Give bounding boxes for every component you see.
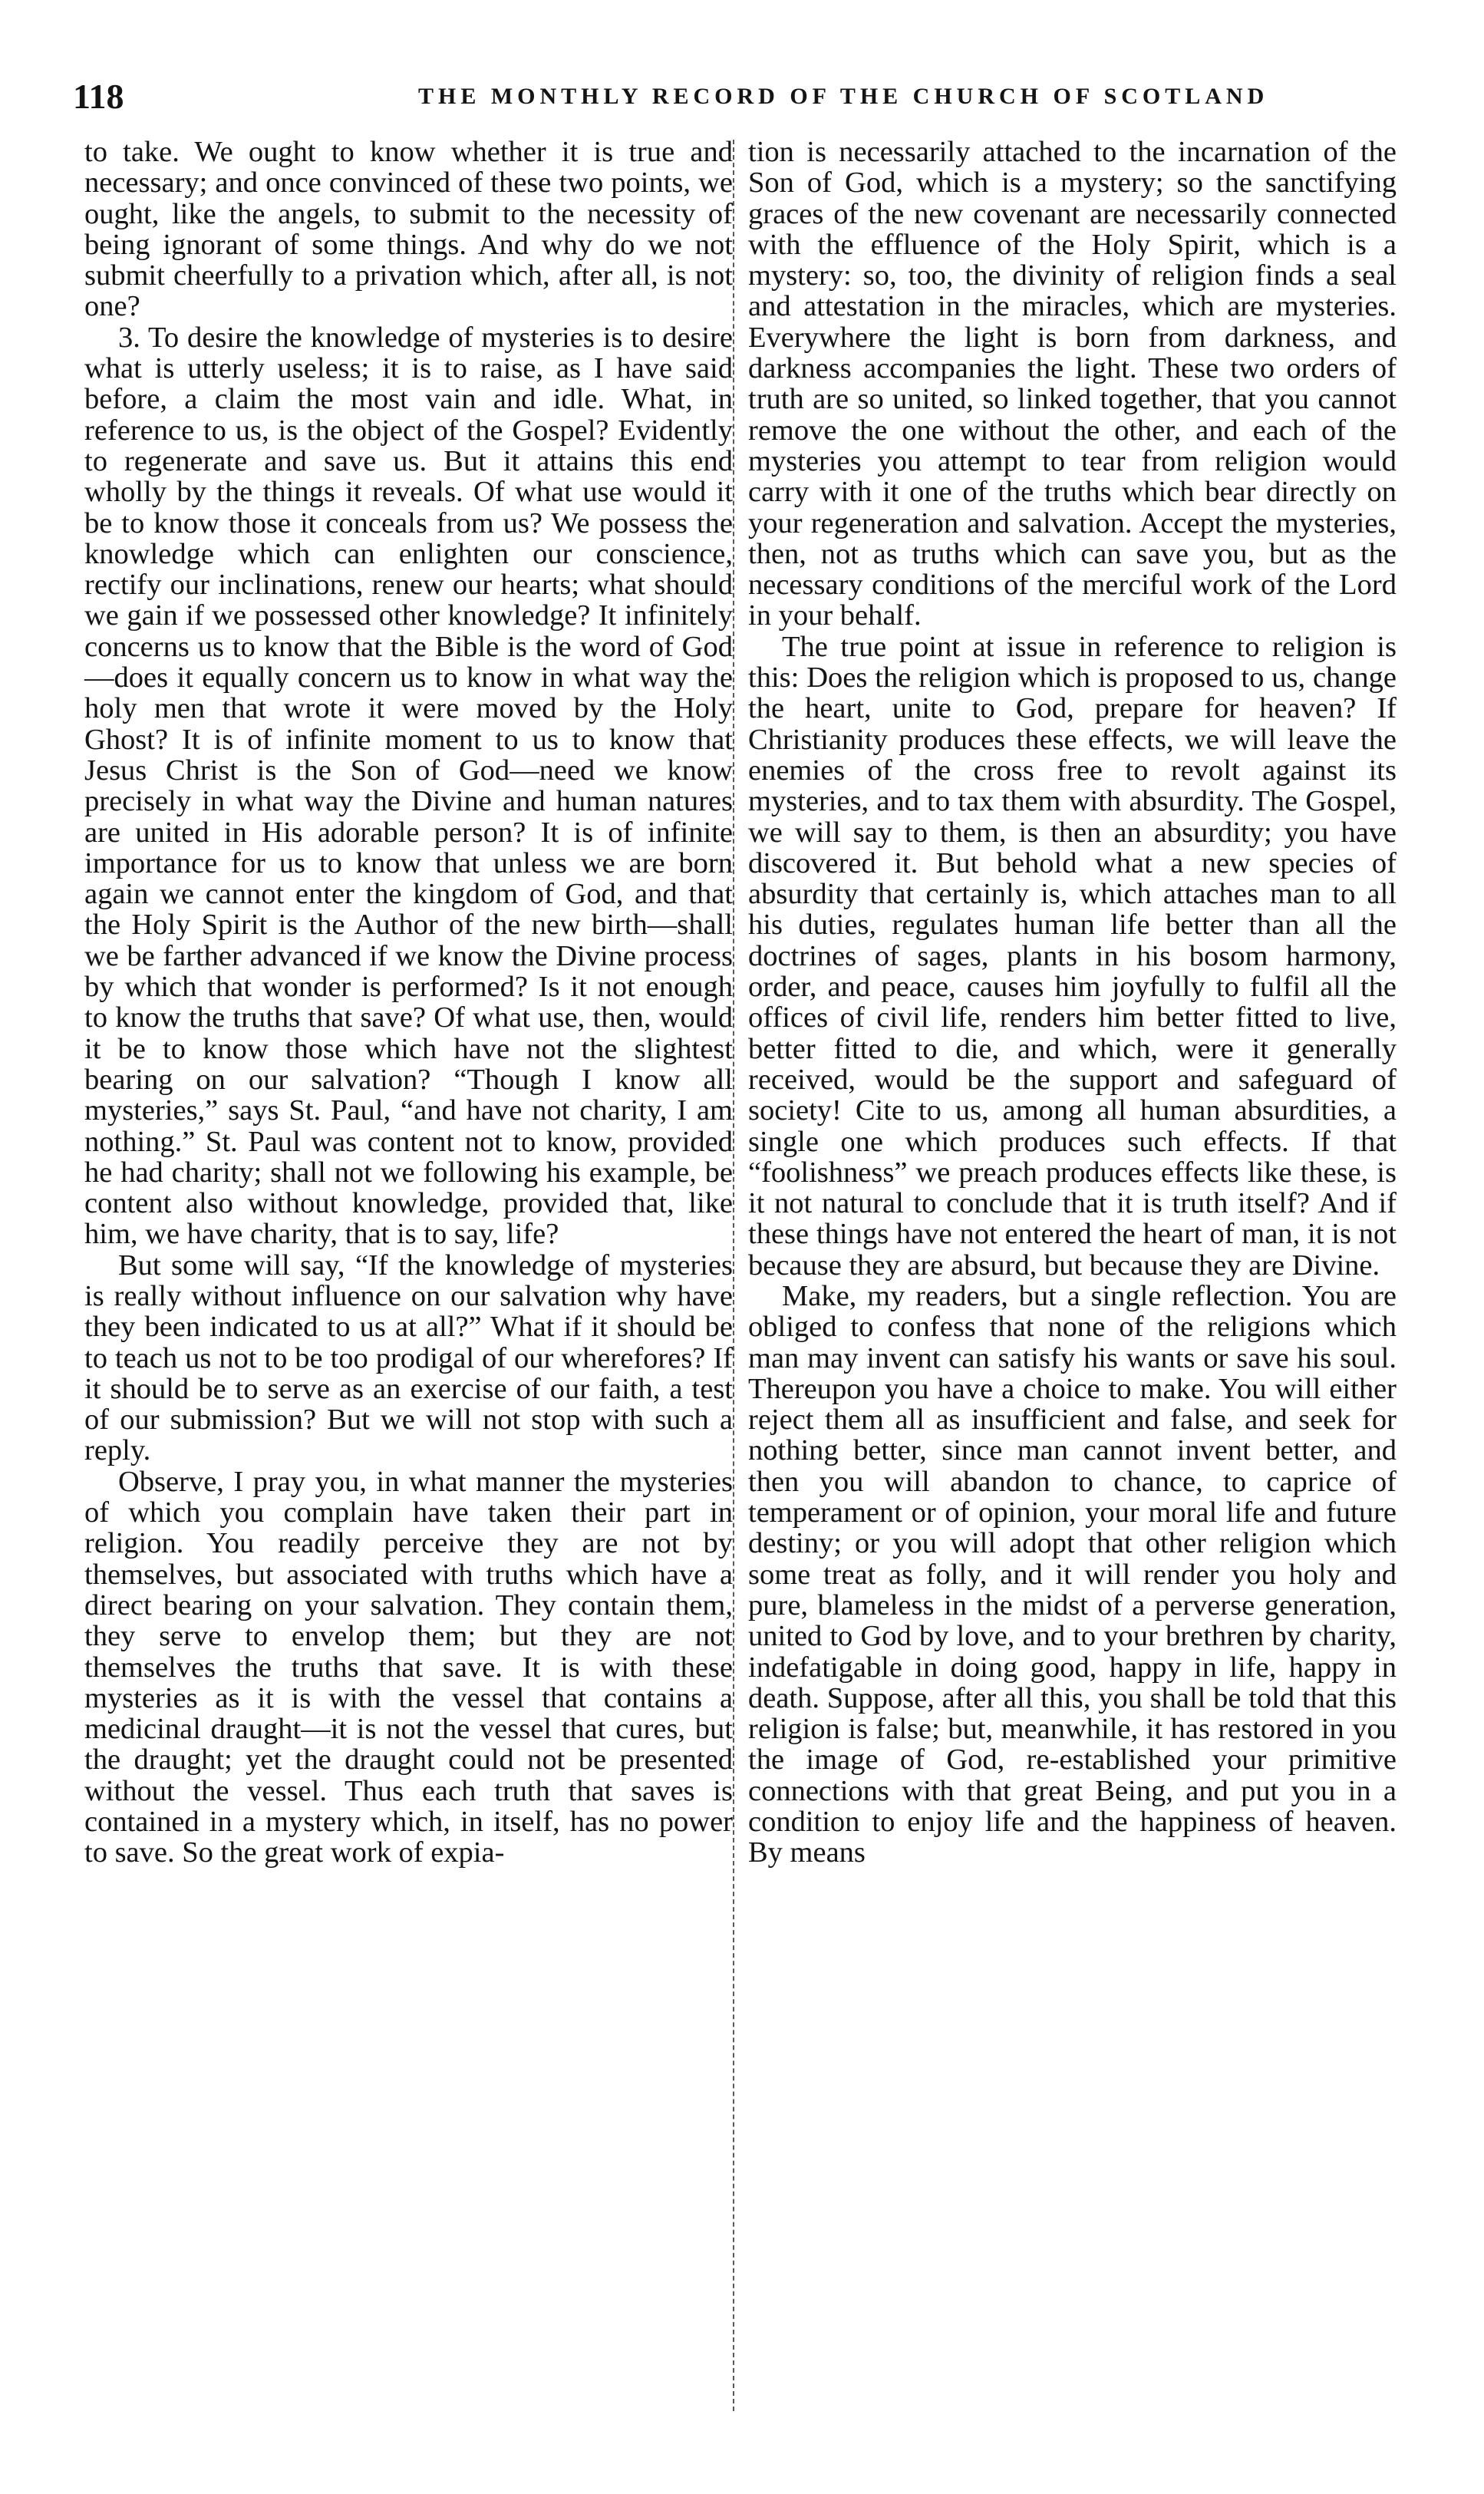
paragraph: Observe, I pray you, in what manner the mysteries of which you complain have taken their part in religion. You readily perceive they are not by themselves, but associated with truths which have a direct bearing on your salvation. They contain them, they serve to envelop them; but they are not themselves the truths that save. It is with these mysteries as it is with the vessel that contains a medicinal draught—it is not the vessel that cures, but the draught; yet the draught could not be presented without the vessel. Thus each truth that saves is contained in a mystery which, in itself, has no power to save. So the great work of expia-: [84, 1465, 733, 1869]
column-divider: [733, 140, 734, 2411]
paragraph: to take. We ought to know whether it is true and necessary; and once convinced of these two points, we ought, like the angels, to submit to the necessity of being ignorant of some things. And why do we not submit cheerfully to a privation which, after all, is not one?: [84, 136, 733, 323]
paragraph: The true point at issue in reference to religion is this: Does the religion which is proposed to us, change the heart, unite to God, prepare for heaven? If Christianity produces these effects, we will leave the enemies of the cross free to revolt against its mysteries, and to tax them with absurdity. The Gospel, we will say to them, is then an absurdity; you have discovered it. But behold what a new species of absurdity that certainly is, which attaches man to all his duties, regulates human life better than all the doctrines of sages, plants in his bosom harmony, order, and peace, causes him joyfully to fulfil all the offices of civil life, renders him better fitted to live, better fitted to die, and which, were it generally received, would be the support and safeguard of society! Cite to us, among all human absurdities, a single one which produces such effects. If that “foolishness” we preach produces effects like these, is it not natural to conclude that it is truth itself? And if these things have not entered the heart of man, it is not because they are absurd, but because they are Divine.: [748, 630, 1397, 1282]
paragraph: 3. To desire the knowledge of mysteries is to desire what is utterly useless; it is to raise, as I have said before, a claim the most vain and idle. What, in reference to us, is the object of the Gospel? Evidently to regenerate and save us. But it attains this end wholly by the things it reveals. Of what use would it be to know those it conceals from us? We possess the knowledge which can enlighten our conscience, rectify our inclinations, renew our hearts; what should we gain if we possessed other knowledge? It infinitely concerns us to know that the Bible is the word of God—does it equally concern us to know in what way the holy men that wrote it were moved by the Holy Ghost? It is of infinite moment to us to know that Jesus Christ is the Son of God—need we know precisely in what way the Divine and human natures are united in His adorable person? It is of infinite importance for us to know that unless we are born again we cannot enter the kingdom of God, and that the Holy Spirit is the Author of the new birth—shall we be farther advanced if we know the Divine process by which that wonder is performed? Is it not enough to know the truths that save? Of what use, then, would it be to know those which have not the slightest bearing on our salvation? “Though I know all mysteries,” says St. Paul, “and have not charity, I am nothing.” St. Paul was content not to know, provided he had charity; shall not we following his example, be content also without knowledge, provided that, like him, we have charity, that is to say, life?: [84, 321, 733, 1251]
page-number: 118: [73, 77, 124, 116]
paragraph: tion is necessarily attached to the incarnation of the Son of God, which is a mystery; so the sanctifying graces of the new covenant are necessarily connected with the effluence of the Holy Spirit, which is a mystery: so, too, the divinity of religion finds a seal and attestation in the miracles, which are mysteries. Everywhere the light is born from darkness, and darkness accompanies the light. These two orders of truth are so united, so linked together, that you cannot remove the one without the other, and each of the mysteries you attempt to tear from religion would carry with it one of the truths which bear directly on your regeneration and salvation. Accept the mysteries, then, not as truths which can save you, but as the necessary conditions of the merciful work of the Lord in your behalf.: [748, 136, 1397, 632]
running-head: [73, 74, 1408, 120]
journal-title: THE MONTHLY RECORD OF THE CHURCH OF SCOTLAND: [418, 84, 1269, 109]
left-column: [84, 137, 733, 1869]
right-column: [748, 137, 1397, 1869]
paragraph: But some will say, “If the knowledge of mysteries is really without influence on our salvation why have they been indicated to us at all?” What if it should be to teach us not to be too prodigal of our wherefores? If it should be to serve as an exercise of our faith, a test of our submission? But we will not stop with such a reply.: [84, 1249, 733, 1467]
paragraph: Make, my readers, but a single reflection. You are obliged to confess that none of the religions which man may invent can satisfy his wants or save his soul. Thereupon you have a choice to make. You will either reject them all as insufficient and false, and seek for nothing better, since man cannot invent better, and then you will abandon to chance, to caprice of temperament or of opinion, your moral life and future destiny; or you will adopt that other religion which some treat as folly, and it will render you holy and pure, blameless in the midst of a perverse generation, united to God by love, and to your brethren by charity, indefatigable in doing good, happy in life, happy in death. Suppose, after all this, you shall be told that this religion is false; but, meanwhile, it has restored in you the image of God, re-established your primitive connections with that great Being, and put you in a condition to enjoy life and the happiness of heaven. By means: [748, 1279, 1397, 1869]
